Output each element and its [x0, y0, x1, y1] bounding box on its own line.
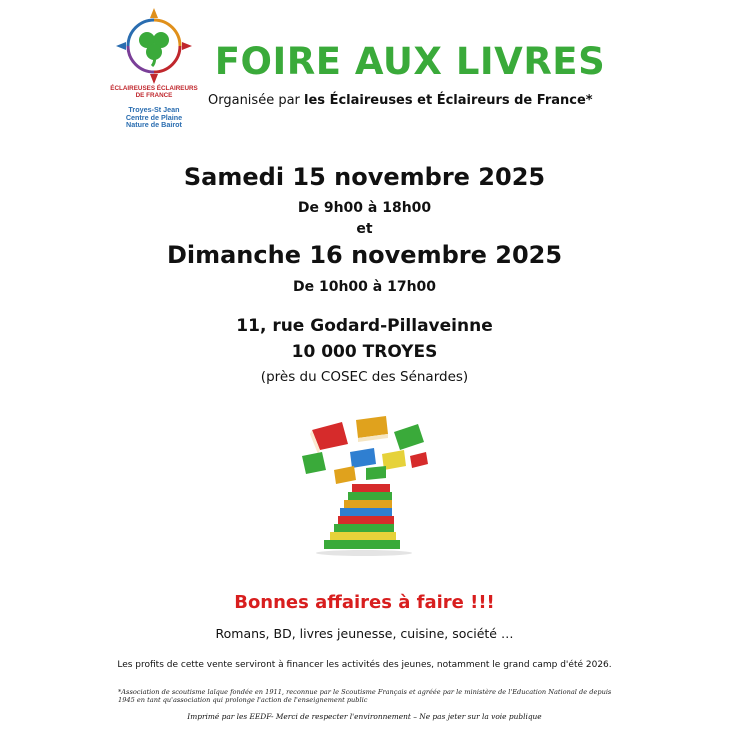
day1-hours: De 9h00 à 18h00	[297, 200, 432, 216]
logo-organization: ÉCLAIREUSES ÉCLAIREURS DE FRANCE	[110, 85, 198, 99]
deals-headline: Bonnes affaires à faire !!!	[234, 592, 495, 613]
book-stack-illustration	[294, 408, 444, 558]
profits-note: Les profits de cette vente serviront à financer les activités des jeunes, notamment le grand camp d'été 2026.	[117, 660, 612, 670]
logo-group-line: Troyes-St Jean	[128, 105, 180, 114]
address-street: 11, rue Godard-Pillaveinne	[236, 316, 493, 336]
logo-group-line: Centre de Plaine	[125, 112, 183, 122]
logo-group-name	[108, 106, 200, 129]
address-city: 10 000 TROYES	[291, 342, 438, 362]
organizer-name: les Éclaireuses et Éclaireurs de France*	[304, 93, 593, 108]
date-joiner: et	[356, 221, 373, 237]
page-title: FOIRE AUX LIVRES	[214, 40, 606, 83]
book-categories: Romans, BD, livres jeunesse, cuisine, société …	[215, 626, 514, 641]
logo-group-line: Nature de Bairot	[126, 120, 182, 130]
day2-hours: De 10h00 à 17h00	[292, 279, 437, 295]
organizer-line	[208, 93, 628, 108]
organizer-prefix: Organisée par	[208, 93, 300, 108]
day2-date: Dimanche 16 novembre 2025	[166, 241, 563, 269]
association-footnote: *Association de scoutisme laïque fondée en 1911, reconnue par le Scoutisme Français et agréée par le ministère de l'Education National de depuis 1945 en tant qu'association qui prolonge l'action de l'enseignement public	[118, 688, 612, 705]
day1-date: Samedi 15 novembre 2025	[183, 163, 546, 191]
printed-by-line: Imprimé par les EEDF- Merci de respecter l'environnement – Ne pas jeter sur la voie publique	[187, 712, 542, 721]
address-landmark: (près du COSEC des Sénardes)	[260, 369, 469, 385]
